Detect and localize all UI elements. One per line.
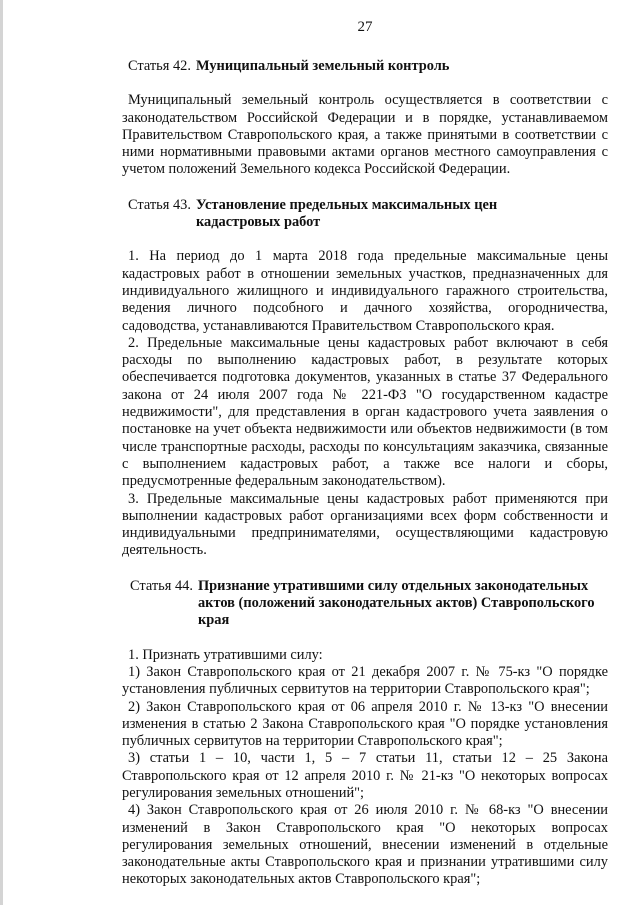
paragraph: 3. Предельные максимальные цены кадастровых работ применяются при выполнении кадастровых работ организациями всех форм собственности и индивидуальными предпринимателями, осуществляющими кадастровую деятельность. xyxy=(122,490,608,559)
article-title: Муниципальный земельный контроль xyxy=(195,58,450,74)
list-item: 2) Закон Ставропольского края от 06 апреля 2010 г. № 13-кз "О внесении изменения в статью 2 Закона Ставропольского края "О порядке установления публичных сервитутов на территории Ставропольского края"; xyxy=(122,698,608,750)
list-item: 4) Закон Ставропольского края от 26 июля 2010 г. № 68-кз "О внесении изменений в Закон Ставропольского края "О некоторых вопросах регулирования земельных отношений, внесении изменений в отдельные законодательные акты Ставропольского края и признании утратившими силу некоторых законодательных актов Ставропольского края"; xyxy=(122,802,608,888)
paragraph: 1. Признать утратившими силу: xyxy=(128,646,323,663)
article-number: Статья 43. xyxy=(128,196,191,213)
article-43-body xyxy=(122,248,608,559)
article-43-heading xyxy=(122,197,608,232)
article-title: Установление предельных максимальных цен кадастровых работ xyxy=(195,196,498,231)
article-title: Признание утратившими силу отдельных законодательных актов (положений законодательных актов) Ставропольского края xyxy=(197,577,595,629)
article-42-heading xyxy=(122,58,608,75)
page-number: 27 xyxy=(357,19,373,35)
paragraph: Муниципальный земельный контроль осуществляется в соответствии с законодательством Российской Федерации и в порядке, устанавливаемом Правительством Ставропольского края, а также принятыми в соответствии с ними нормативными правовыми актами органов местного самоуправления с учетом положений Земельного кодекса Российской Федерации. xyxy=(122,92,608,178)
document-body xyxy=(122,58,608,889)
paragraph: 2. Предельные максимальные цены кадастровых работ включают в себя расходы по выполнению кадастровых работ, в результате которых обеспечивается подготовка документов, указанных в статье 37 Федерального закона от 24 июля 2007 года № 221-ФЗ "О государственном кадастре недвижимости", для представления в орган кадастрового учета заявления о постановке на учет объекта недвижимости или объектов недвижимости (в том числе транспортные расходы, расходы по консультациям заказчика, связанные с выполнением кадастровых работ, а также все налоги и сборы, предусмотренные федеральным законодательством). xyxy=(122,334,608,490)
page-left-edge xyxy=(0,0,3,905)
article-44-body xyxy=(122,647,608,889)
paragraph: 1. На период до 1 марта 2018 года предельные максимальные цены кадастровых работ в отношении земельных участков, предназначенных для индивидуального жилищного и индивидуального гаражного строительства, ведения личного подсобного и дачного хозяйства, огородничества, садоводства, устанавливаются Правительством Ставропольского края. xyxy=(122,248,608,334)
list-item: 1) Закон Ставропольского края от 21 декабря 2007 г. № 75-кз "О порядке установления публичных сервитутов на территории Ставропольского края"; xyxy=(122,663,608,698)
list-item: 3) статьи 1 – 10, части 1, 5 – 7 статьи 11, статьи 12 – 25 Закона Ставропольского края от 12 апреля 2010 г. № 21-кз "О некоторых вопросах регулирования земельных отношений"; xyxy=(122,750,608,801)
article-42-body xyxy=(122,92,608,178)
article-number: Статья 42. xyxy=(128,58,191,74)
article-number: Статья 44. xyxy=(130,577,193,594)
article-44-heading xyxy=(122,578,608,630)
